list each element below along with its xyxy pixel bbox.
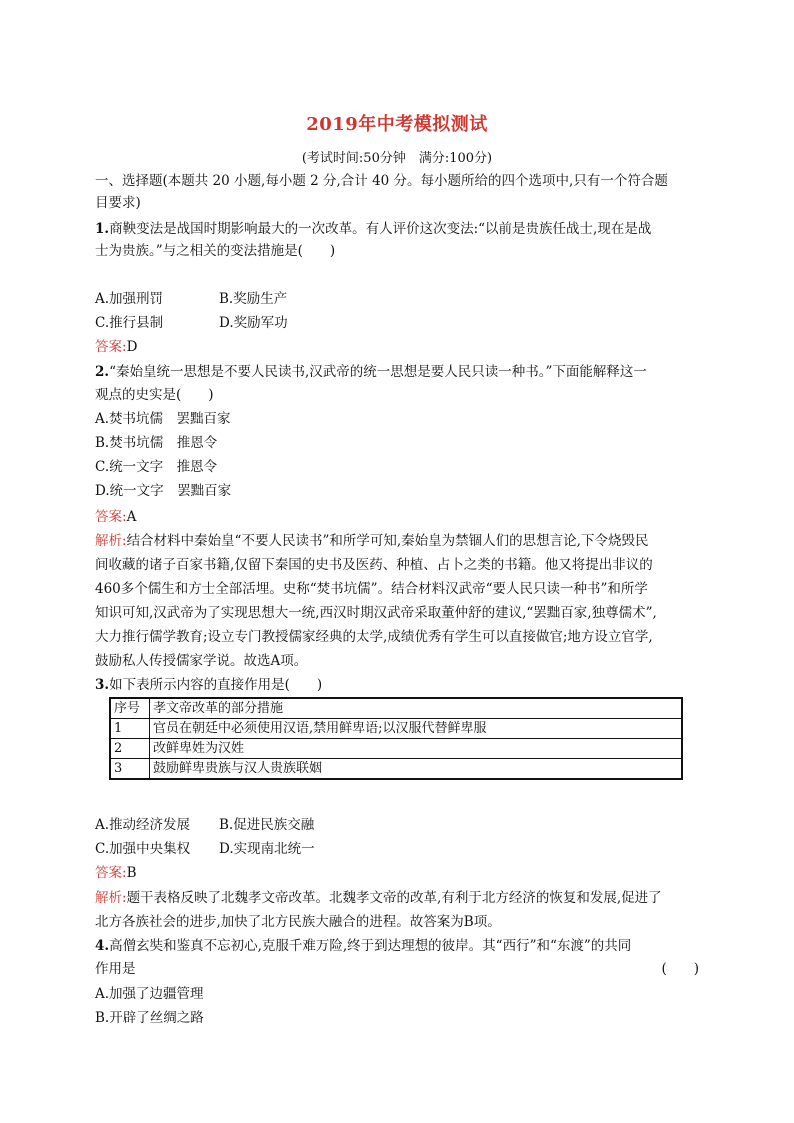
- answer-label: 答案:: [95, 509, 127, 525]
- table-cell: 改鲜卑姓为汉姓: [150, 739, 683, 759]
- table-cell: 鼓励鲜卑贵族与汉人贵族联姻: [150, 759, 683, 780]
- table-header: 序号: [110, 698, 150, 719]
- q1-answer-value: D: [126, 339, 138, 355]
- q2-stem-line2: 观点的史实是( ): [95, 387, 214, 403]
- q3-analysis-line1: 解析:题干表格反映了北魏孝文帝改革。北魏孝文帝的改革,有利于北方经济的恢复和发展,促进了: [95, 890, 662, 906]
- q2-analysis-line3: 460多个儒生和方士全部活埋。史称“焚书坑儒”。结合材料汉武帝“要人民只读一种书”和所学: [95, 581, 648, 597]
- q1-text: 商鞅变法是战国时期影响最大的一次改革。有人评价这次变法:“以前是贵族任战士,现在是战: [109, 221, 652, 237]
- q2-option-b: B.焚书坑儒 推恩令: [95, 435, 218, 451]
- table-header: 孝文帝改革的部分措施: [150, 698, 683, 719]
- q4-stem-line1: [95, 935, 631, 957]
- q2-option-d: D.统一文字 罢黜百家: [95, 483, 232, 499]
- q3-answer-value: B: [126, 865, 137, 881]
- answer-blank: ( ): [661, 961, 699, 977]
- q2-analysis-line4: 知识可知,汉武帝为了实现思想大一统,西汉时期汉武帝采取董仲舒的建议,“罢黜百家,独尊儒术”,: [95, 605, 657, 621]
- table-header-row: [110, 698, 682, 719]
- q2-analysis-line2: 间收藏的诸子百家书籍,仅留下秦国的史书及医药、种植、占卜之类的书籍。他又将提出非议的: [95, 557, 653, 573]
- q1-answer: [95, 336, 137, 358]
- q1-stem-line2: 士为贵族。”与之相关的变法措施是( ): [95, 243, 336, 259]
- q4-text: 高僧玄奘和鉴真不忘初心,克服千难万险,终于到达理想的彼岸。其“西行”和“东渡”的共同: [109, 938, 632, 954]
- q3-option-a: A.推动经济发展: [95, 817, 191, 833]
- q2-answer-value: A: [126, 509, 137, 525]
- q3-option-c: C.加强中央集权: [95, 841, 191, 857]
- q4-option-b: B.开辟了丝绸之路: [95, 1010, 204, 1026]
- q1-stem-line1: [95, 218, 651, 240]
- q4-stem-line2: 作用是 ( ): [95, 958, 699, 980]
- q3-options-row2: [95, 838, 315, 860]
- q1-options-row2: [95, 312, 288, 334]
- analysis-label: 解析:: [95, 533, 127, 549]
- q3-number: 3.: [95, 677, 110, 693]
- q2-analysis-line1: 解析:结合材料中秦始皇“不要人民读书”和所学可知,秦始皇为禁锢人们的思想言论,下令烧毁民: [95, 533, 649, 549]
- q1-options-row1: [95, 288, 287, 310]
- q4-number: 4.: [95, 938, 110, 954]
- q2-analysis-line6: 鼓励私人传授儒家学说。故选A项。: [95, 653, 308, 669]
- reform-table: [109, 697, 683, 780]
- table-cell: 3: [110, 759, 150, 780]
- table-row: [110, 739, 682, 759]
- exam-info: (考试时间:50分钟 满分:100分): [301, 151, 493, 166]
- q3-option-d: D.实现南北统一: [219, 841, 315, 857]
- table-cell: 2: [110, 739, 150, 759]
- q3-text: 如下表所示内容的直接作用是( ): [109, 677, 323, 693]
- q2-number: 2.: [95, 364, 110, 380]
- q2-analysis-line5: 大力推行儒学教育;设立专门教授儒家经典的太学,成绩优秀有学生可以直接做官;地方设立官学,: [95, 629, 653, 645]
- q3-analysis-line2: 北方各族社会的进步,加快了北方民族大融合的进程。故答案为B项。: [95, 914, 501, 930]
- page-title: 2019年中考模拟测试: [306, 114, 488, 135]
- q3-options-row1: [95, 814, 314, 836]
- table-cell: 1: [110, 719, 150, 739]
- q2-option-a: A.焚书坑儒 罢黜百家: [95, 411, 231, 427]
- table-row: [110, 719, 682, 739]
- q2-option-c: C.统一文字 推恩令: [95, 459, 218, 475]
- q2-text: “秦始皇统一思想是不要人民读书,汉武帝的统一思想是要人民只读一种书。”下面能解释这一: [109, 364, 647, 380]
- q4-option-a: A.加强了边疆管理: [95, 986, 204, 1002]
- q1-option-a: A.加强刑罚: [95, 291, 164, 307]
- table-cell: 官员在朝廷中必须使用汉语,禁用鲜卑语;以汉服代替鲜卑服: [150, 719, 683, 739]
- q2-answer: [95, 506, 136, 528]
- q3-answer: [95, 862, 136, 884]
- q1-option-c: C.推行县制: [95, 315, 164, 331]
- table-row: [110, 759, 682, 780]
- q3-option-b: B.促进民族交融: [219, 817, 315, 833]
- section-heading-line2: 目要求): [95, 195, 141, 211]
- analysis-label: 解析:: [95, 890, 127, 906]
- q1-option-d: D.奖励军功: [219, 315, 288, 331]
- section-heading-line1: 一、选择题(本题共 20 小题,每小题 2 分,合计 40 分。每小题所给的四个选项中,只有一个符合题: [95, 173, 668, 189]
- answer-label: 答案:: [95, 339, 127, 355]
- q3-stem-line1: [95, 674, 322, 696]
- q1-option-b: B.奖励生产: [219, 291, 288, 307]
- q1-number: 1.: [95, 221, 110, 237]
- answer-label: 答案:: [95, 865, 127, 881]
- q2-stem-line1: [95, 361, 647, 383]
